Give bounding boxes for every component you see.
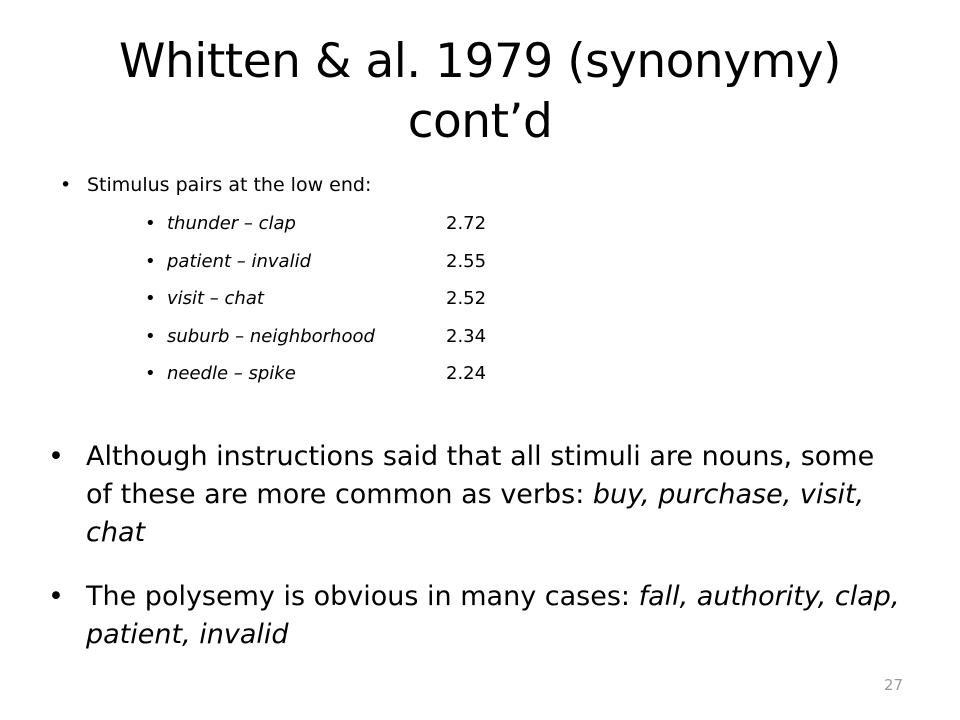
pair-score: 2.24 xyxy=(446,363,487,384)
bullet-icon: • xyxy=(145,288,156,309)
bullet-body xyxy=(86,578,908,654)
pair-words: patient – invalid xyxy=(167,251,312,272)
bullet-icon: • xyxy=(145,251,156,272)
pair-score: 2.34 xyxy=(446,326,487,347)
pair-score: 2.52 xyxy=(446,288,487,309)
bullet-icon: • xyxy=(145,326,156,347)
page-number: 27 xyxy=(884,676,904,694)
bullet-text: The polysemy is obvious in many cases: xyxy=(86,581,639,612)
bullet-icon: • xyxy=(60,174,72,196)
example-words: fall, authority, clap, patient, invalid xyxy=(86,581,900,650)
bullet-icon: • xyxy=(48,441,64,472)
bullet-icon: • xyxy=(145,363,156,384)
bullet-icon: • xyxy=(145,213,156,234)
pair-words: thunder – clap xyxy=(167,213,296,234)
pair-words: needle – spike xyxy=(167,363,296,384)
slide-title: Whitten & al. 1979 (synonymy) cont’d xyxy=(119,34,841,149)
polysemy-bullet xyxy=(48,578,908,654)
intro-text: Stimulus pairs at the low end: xyxy=(87,174,372,196)
bullet-icon: • xyxy=(48,581,64,612)
pair-score: 2.55 xyxy=(446,251,487,272)
bullet-text: Although instructions said that all stimuli are nouns, some of these are more common as verbs: xyxy=(86,441,875,510)
nouns-verbs-bullet xyxy=(48,438,908,552)
example-words: buy, purchase, visit, chat xyxy=(86,479,865,548)
pair-score: 2.72 xyxy=(446,213,487,234)
bullet-body xyxy=(86,438,908,552)
pair-words: visit – chat xyxy=(167,288,264,309)
pair-words: suburb – neighborhood xyxy=(167,326,375,347)
